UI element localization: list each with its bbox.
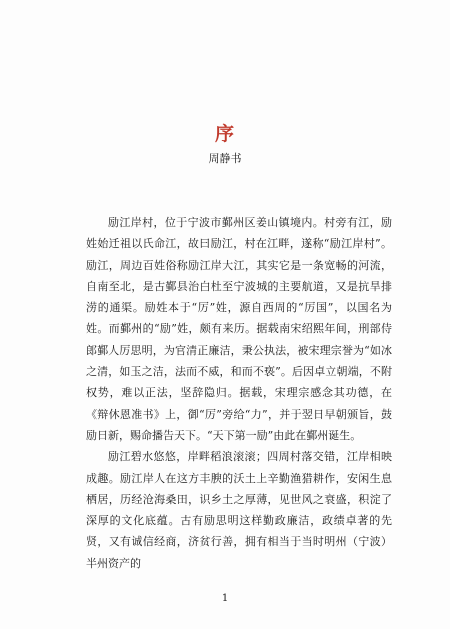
author-name: 周静书 — [208, 152, 242, 165]
page-number: 1 — [221, 593, 229, 604]
paragraph: 励江碧水悠悠，岸畔稻浪滚滚；四周村落交错，江岸相映成趣。励江岸人在这方丰腴的沃土上辛勤渔猎耕作，安闲生息栖居，历经沧海桑田，识乡土之厚薄，见世风之衰盛，积淀了深厚的文化底蕴。古有励思明这样勤政廉洁，政绩卓著的先贤，又有诚信经商，济贫行善，拥有相当于当时明州（宁波）半州资产的 — [86, 450, 392, 570]
page-title: 序 — [214, 123, 235, 145]
paragraph: 励江岸村，位于宁波市鄞州区姜山镇境内。村旁有江，励姓始迁祖以氏命江，故曰励江，村在江畔，遂称“励江岸村”。励江，周边百姓俗称励江岸大江，其实它是一条宽畅的河流，自南至北，是古鄞县治白杜至宁波城的主要航道，又是抗旱排涝的通渠。励姓本于“厉”姓，源自西周的“厉国”，以国名为姓。而鄞州的“励”姓，颇有来历。据载南宋绍熙年间，刑部侍郎鄞人厉思明，为官清正廉洁，秉公执法，被宋理宗誉为“如冰之清，如玉之洁，法而不威，和而不亵”。后因卓立朝端，不附权势，难以正法，坚辞隐归。据载，宋理宗感念其功德，在《辩休恩准书》上，御“厉”旁给“力”，并于翌日早朝颁旨，鼓励日新，赐命播告天下。“天下第一励”由此在鄞州诞生。 — [86, 216, 392, 442]
preface-body — [86, 212, 392, 574]
